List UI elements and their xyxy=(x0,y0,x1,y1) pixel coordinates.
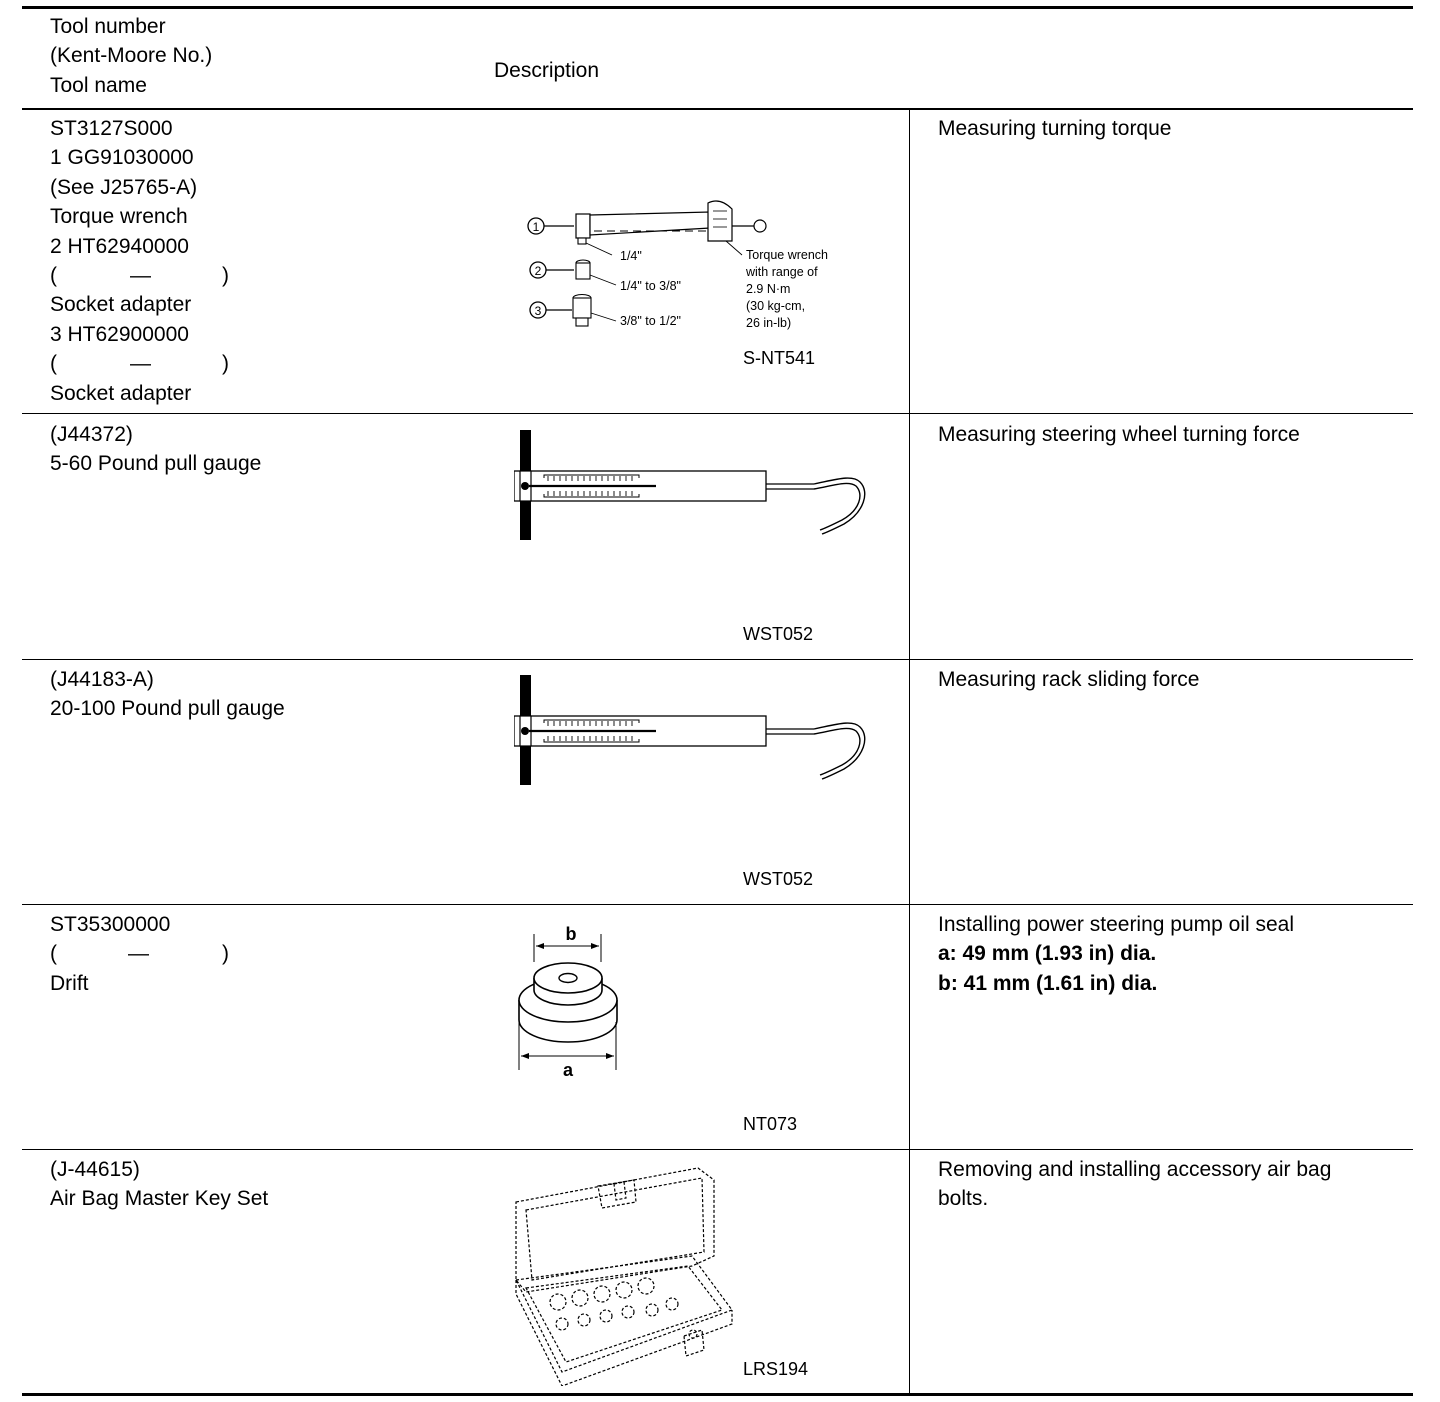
row-divider xyxy=(22,413,1413,414)
kent-moore-placeholder: ( — ) xyxy=(50,352,229,376)
tool-part-3: 3 HT62900000 xyxy=(50,322,189,346)
table-row-3-description: Measuring rack sliding force xyxy=(938,668,1200,691)
figure-code: NT073 xyxy=(743,1114,798,1134)
wrench-note-line: Torque wrench xyxy=(746,248,828,262)
table-row-2-tool xyxy=(50,420,261,479)
kent-moore-placeholder: ( — ) xyxy=(50,264,229,288)
figure-code: S-NT541 xyxy=(743,348,816,368)
kent-moore-placeholder: ( — ) xyxy=(50,942,229,966)
torque-wrench-illustration xyxy=(520,195,860,340)
tool-number: ST3127S000 xyxy=(50,117,173,140)
tool-part-2: 2 HT62940000 xyxy=(50,234,189,258)
socket-size-label: 3/8" to 1/2" xyxy=(620,314,681,328)
tool-name: Socket adapter xyxy=(50,293,192,317)
header-tool-column xyxy=(50,12,212,100)
socket-size-label: 1/4" xyxy=(620,249,642,263)
pull-gauge-illustration xyxy=(514,673,874,787)
header-description: Description xyxy=(494,59,600,82)
dimension-label-a: a xyxy=(562,1060,574,1080)
table-row-5-tool xyxy=(50,1155,268,1214)
figure-code: WST052 xyxy=(743,624,814,644)
header-tool-number: Tool number xyxy=(50,15,166,38)
wrench-note-line: with range of xyxy=(746,265,818,279)
wrench-note-line: (30 kg-cm, xyxy=(746,299,806,313)
figure-code: LRS194 xyxy=(743,1359,809,1379)
drift-illustration xyxy=(512,918,624,1080)
tool-name: Torque wrench xyxy=(50,205,188,229)
spec-b: b: 41 mm (1.61 in) dia. xyxy=(938,971,1158,995)
figure-code: WST052 xyxy=(743,869,814,889)
table-row-3-tool xyxy=(50,665,285,724)
table-row-4-description xyxy=(938,910,1294,998)
column-divider xyxy=(909,110,910,1394)
socket-size-label: 1/4" to 3/8" xyxy=(620,279,681,293)
table-row-4-tool xyxy=(50,910,229,998)
kent-moore-number: (J-44615) xyxy=(50,1158,140,1181)
dimension-label-b: b xyxy=(565,924,577,944)
tool-name: Air Bag Master Key Set xyxy=(50,1187,269,1211)
table-top-rule xyxy=(22,6,1413,9)
callout-number: 1 xyxy=(532,220,540,234)
description-line: Removing and installing accessory air bag xyxy=(938,1158,1332,1181)
tool-part-1: 1 GG91030000 xyxy=(50,146,194,170)
wrench-note-line: 2.9 N·m xyxy=(746,282,791,296)
header-bottom-rule xyxy=(22,108,1413,110)
spec-a: a: 49 mm (1.93 in) dia. xyxy=(938,942,1157,966)
tool-name: Drift xyxy=(50,971,89,995)
tool-name: 5-60 Pound pull gauge xyxy=(50,452,262,476)
row-divider xyxy=(22,659,1413,660)
row-divider xyxy=(22,1149,1413,1150)
table-row-5-description xyxy=(938,1155,1331,1214)
header-tool-name: Tool name xyxy=(50,73,147,97)
air-bag-key-set-illustration xyxy=(502,1160,738,1386)
table-row-1-description: Measuring turning torque xyxy=(938,117,1172,140)
header-kent-moore: (Kent-Moore No.) xyxy=(50,44,213,68)
table-row-2-description: Measuring steering wheel turning force xyxy=(938,423,1300,446)
description-text: Installing power steering pump oil seal xyxy=(938,913,1295,936)
callout-number: 2 xyxy=(534,264,542,278)
description-line: bolts. xyxy=(938,1187,989,1211)
kent-moore-number: (J44372) xyxy=(50,423,133,446)
pull-gauge-illustration xyxy=(514,428,874,542)
table-row-1-tool xyxy=(50,114,229,408)
kent-moore-number: (J44183-A) xyxy=(50,668,154,691)
tool-number: ST35300000 xyxy=(50,913,171,936)
wrench-note-line: 26 in-lb) xyxy=(746,316,792,330)
kent-moore-number: (See J25765-A) xyxy=(50,175,198,199)
tool-name: Socket adapter xyxy=(50,381,192,405)
row-divider xyxy=(22,904,1413,905)
table-bottom-rule xyxy=(22,1393,1413,1396)
tool-name: 20-100 Pound pull gauge xyxy=(50,697,285,721)
callout-number: 3 xyxy=(534,304,542,318)
